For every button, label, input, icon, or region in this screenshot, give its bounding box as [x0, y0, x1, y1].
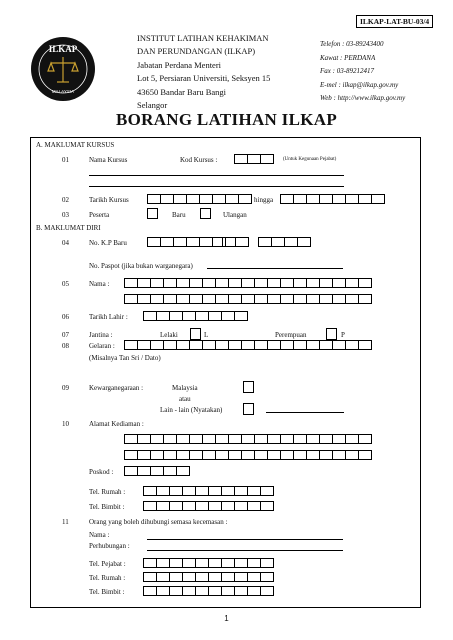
- char-box[interactable]: [345, 194, 359, 204]
- char-box[interactable]: [358, 450, 372, 460]
- perempuan-checkbox[interactable]: [326, 328, 337, 340]
- char-box[interactable]: [234, 586, 248, 596]
- char-box[interactable]: [143, 486, 157, 496]
- nama-label: Nama :: [89, 280, 110, 288]
- char-box[interactable]: [182, 501, 196, 511]
- char-box[interactable]: [332, 340, 346, 350]
- contact-line: Web : http://www.ilkap.gov.my: [320, 94, 406, 102]
- section-b-heading: B. MAKLUMAT DIRI: [36, 224, 101, 232]
- alamat-boxes-1[interactable]: [124, 434, 371, 444]
- char-box[interactable]: [202, 450, 216, 460]
- char-box[interactable]: [195, 558, 209, 568]
- char-box[interactable]: [150, 450, 164, 460]
- char-box[interactable]: [258, 237, 272, 247]
- char-box[interactable]: [241, 294, 255, 304]
- char-box[interactable]: [156, 586, 170, 596]
- baru-label: Baru: [172, 211, 186, 219]
- char-box[interactable]: [189, 278, 203, 288]
- char-box[interactable]: [208, 572, 222, 582]
- perhubungan-label: Perhubungan :: [89, 542, 130, 550]
- char-box[interactable]: [284, 237, 298, 247]
- perempuan-label: Perempuan: [275, 331, 307, 339]
- char-box[interactable]: [186, 194, 200, 204]
- char-box[interactable]: [156, 501, 170, 511]
- poskod-boxes[interactable]: [124, 466, 189, 476]
- char-box[interactable]: [208, 486, 222, 496]
- tel-rumah-kecemasan-label: Tel. Rumah :: [89, 574, 126, 582]
- nama-boxes-2[interactable]: [124, 294, 371, 304]
- lelaki-label: Lelaki: [160, 331, 178, 339]
- char-box[interactable]: [156, 486, 170, 496]
- contact-line: Kawat : PERDANA: [320, 53, 376, 62]
- contact-info: [320, 38, 405, 106]
- char-box[interactable]: [222, 237, 236, 247]
- char-box[interactable]: [254, 434, 268, 444]
- char-box[interactable]: [332, 450, 346, 460]
- char-box[interactable]: [358, 278, 372, 288]
- item-number: 05: [62, 280, 69, 288]
- kod-kursus-boxes[interactable]: [234, 154, 273, 164]
- section-a-heading: A. MAKLUMAT KURSUS: [36, 141, 115, 149]
- tel-rumah-label: Tel. Rumah :: [89, 488, 126, 496]
- char-box[interactable]: [267, 278, 281, 288]
- char-box[interactable]: [267, 434, 281, 444]
- char-box[interactable]: [306, 294, 320, 304]
- char-box[interactable]: [208, 501, 222, 511]
- char-box[interactable]: [221, 486, 235, 496]
- kod-note: (Untuk Kegunaan Pejabat): [283, 157, 337, 162]
- gelaran-example: (Misalnya Tan Sri / Dato): [89, 354, 161, 362]
- char-box[interactable]: [169, 486, 183, 496]
- nama-kursus-line-1[interactable]: [89, 175, 344, 176]
- char-box[interactable]: [176, 340, 190, 350]
- char-box[interactable]: [143, 558, 157, 568]
- char-box[interactable]: [215, 294, 229, 304]
- char-box[interactable]: [280, 340, 294, 350]
- kp-boxes-1[interactable]: [147, 237, 225, 247]
- char-box[interactable]: [234, 572, 248, 582]
- char-box[interactable]: [293, 294, 307, 304]
- tarikh-kursus-label: Tarikh Kursus: [89, 196, 129, 204]
- char-box[interactable]: [143, 586, 157, 596]
- char-box[interactable]: [163, 340, 177, 350]
- char-box[interactable]: [260, 558, 274, 568]
- jantina-label: Jantina :: [89, 331, 113, 339]
- char-box[interactable]: [202, 294, 216, 304]
- char-box[interactable]: [293, 434, 307, 444]
- item-number: 07: [62, 331, 69, 339]
- institution-line: DAN PERUNDANGAN (ILKAP): [137, 46, 256, 57]
- char-box[interactable]: [195, 572, 209, 582]
- char-box[interactable]: [189, 450, 203, 460]
- institution-line: 43650 Bandar Baru Bangi: [137, 86, 226, 97]
- peserta-label: Peserta: [89, 211, 110, 219]
- char-box[interactable]: [189, 434, 203, 444]
- form-code: ILKAP-LAT-BU-03/4: [356, 15, 433, 28]
- char-box[interactable]: [150, 434, 164, 444]
- char-box[interactable]: [176, 466, 190, 476]
- char-box[interactable]: [247, 501, 261, 511]
- char-box[interactable]: [260, 572, 274, 582]
- char-box[interactable]: [306, 278, 320, 288]
- char-box[interactable]: [234, 501, 248, 511]
- char-box[interactable]: [247, 486, 261, 496]
- tel-bimbit-boxes[interactable]: [143, 501, 273, 511]
- char-box[interactable]: [169, 501, 183, 511]
- char-box[interactable]: [254, 340, 268, 350]
- lelaki-code: L: [204, 331, 209, 339]
- char-box[interactable]: [228, 434, 242, 444]
- char-box[interactable]: [319, 278, 333, 288]
- char-box[interactable]: [371, 194, 385, 204]
- char-box[interactable]: [143, 572, 157, 582]
- char-box[interactable]: [147, 237, 161, 247]
- kewarganegaraan-label: Kewarganegaraan :: [89, 384, 144, 392]
- char-box[interactable]: [332, 434, 346, 444]
- char-box[interactable]: [143, 501, 157, 511]
- char-box[interactable]: [234, 558, 248, 568]
- tel-bimbit-label: Tel. Bimbit :: [89, 503, 125, 511]
- char-box[interactable]: [150, 278, 164, 288]
- char-box[interactable]: [189, 340, 203, 350]
- char-box[interactable]: [215, 450, 229, 460]
- contact-line: Fax : 03-89212417: [320, 67, 375, 75]
- char-box[interactable]: [163, 450, 177, 460]
- char-box[interactable]: [241, 278, 255, 288]
- char-box[interactable]: [173, 237, 187, 247]
- char-box[interactable]: [234, 154, 248, 164]
- kp-boxes-2[interactable]: [222, 237, 248, 247]
- poskod-label: Poskod :: [89, 468, 114, 476]
- lain-lain-label: Lain - lain (Nyatakan): [160, 406, 223, 414]
- char-box[interactable]: [358, 340, 372, 350]
- char-box[interactable]: [124, 340, 138, 350]
- char-box[interactable]: [247, 558, 261, 568]
- perempuan-code: P: [341, 331, 345, 339]
- tarikh-lahir-boxes[interactable]: [143, 311, 247, 321]
- item-number: 11: [62, 518, 69, 526]
- char-box[interactable]: [254, 294, 268, 304]
- char-box[interactable]: [208, 586, 222, 596]
- malaysia-label: Malaysia: [172, 384, 198, 392]
- char-box[interactable]: [345, 434, 359, 444]
- char-box[interactable]: [267, 340, 281, 350]
- char-box[interactable]: [156, 311, 170, 321]
- lain-lain-checkbox[interactable]: [243, 403, 254, 415]
- char-box[interactable]: [306, 434, 320, 444]
- logo-ring-text: MALAYSIA: [51, 89, 75, 94]
- nama-kecemasan-label: Nama :: [89, 531, 110, 539]
- char-box[interactable]: [182, 572, 196, 582]
- char-box[interactable]: [297, 237, 311, 247]
- tel-bimbit-kecemasan-label: Tel. Bimbit :: [89, 588, 125, 596]
- tel-rumah-boxes[interactable]: [143, 486, 273, 496]
- char-box[interactable]: [319, 434, 333, 444]
- item-number: 02: [62, 196, 69, 204]
- contact-line: Telefon : 03-89243400: [320, 40, 384, 48]
- char-box[interactable]: [345, 278, 359, 288]
- char-box[interactable]: [176, 450, 190, 460]
- tel-bimbit-kecemasan-boxes[interactable]: [143, 586, 273, 596]
- paspot-label: No. Paspot (jika bukan warganegara): [89, 262, 193, 270]
- form-title: BORANG LATIHAN ILKAP: [115, 110, 338, 129]
- char-box[interactable]: [163, 466, 177, 476]
- char-box[interactable]: [225, 194, 239, 204]
- char-box[interactable]: [280, 194, 294, 204]
- char-box[interactable]: [306, 450, 320, 460]
- char-box[interactable]: [358, 294, 372, 304]
- char-box[interactable]: [182, 558, 196, 568]
- char-box[interactable]: [169, 558, 183, 568]
- tel-pejabat-boxes[interactable]: [143, 558, 273, 568]
- institution-line: Jabatan Perdana Menteri: [137, 59, 222, 70]
- char-box[interactable]: [150, 466, 164, 476]
- tarikh-mula-boxes[interactable]: [147, 194, 251, 204]
- char-box[interactable]: [345, 450, 359, 460]
- institution-line: Lot 5, Persiaran Universiti, Seksyen 15: [137, 73, 271, 84]
- item-number: 10: [62, 420, 69, 428]
- malaysia-checkbox[interactable]: [243, 381, 254, 393]
- char-box[interactable]: [163, 278, 177, 288]
- tel-pejabat-label: Tel. Pejabat :: [89, 560, 126, 568]
- char-box[interactable]: [137, 340, 151, 350]
- char-box[interactable]: [169, 311, 183, 321]
- nama-kecemasan-line[interactable]: [147, 539, 343, 540]
- char-box[interactable]: [147, 194, 161, 204]
- char-box[interactable]: [169, 572, 183, 582]
- alamat-boxes-2[interactable]: [124, 450, 371, 460]
- char-box[interactable]: [182, 586, 196, 596]
- char-box[interactable]: [221, 311, 235, 321]
- char-box[interactable]: [293, 450, 307, 460]
- char-box[interactable]: [124, 466, 138, 476]
- gelaran-label: Gelaran :: [89, 342, 115, 350]
- char-box[interactable]: [176, 294, 190, 304]
- char-box[interactable]: [176, 434, 190, 444]
- char-box[interactable]: [208, 558, 222, 568]
- char-box[interactable]: [247, 154, 261, 164]
- char-box[interactable]: [195, 586, 209, 596]
- item-number: 04: [62, 239, 69, 247]
- atau-label: atau: [179, 395, 191, 403]
- char-box[interactable]: [163, 294, 177, 304]
- lelaki-checkbox[interactable]: [190, 328, 201, 340]
- ulangan-label: Ulangan: [223, 211, 247, 219]
- char-box[interactable]: [241, 450, 255, 460]
- char-box[interactable]: [319, 294, 333, 304]
- char-box[interactable]: [215, 340, 229, 350]
- char-box[interactable]: [228, 450, 242, 460]
- institution-line: Selangor: [137, 100, 168, 111]
- char-box[interactable]: [241, 340, 255, 350]
- tarikh-lahir-label: Tarikh Lahir :: [89, 313, 128, 321]
- item-number: 09: [62, 384, 69, 392]
- char-box[interactable]: [143, 311, 157, 321]
- char-box[interactable]: [280, 434, 294, 444]
- char-box[interactable]: [280, 294, 294, 304]
- char-box[interactable]: [260, 154, 274, 164]
- char-box[interactable]: [260, 486, 274, 496]
- char-box[interactable]: [254, 278, 268, 288]
- char-box[interactable]: [260, 501, 274, 511]
- char-box[interactable]: [247, 572, 261, 582]
- paspot-line[interactable]: [207, 268, 343, 269]
- char-box[interactable]: [319, 450, 333, 460]
- institution-address: [137, 32, 270, 112]
- perhubungan-line[interactable]: [147, 550, 343, 551]
- char-box[interactable]: [306, 194, 320, 204]
- char-box[interactable]: [124, 294, 138, 304]
- char-box[interactable]: [358, 194, 372, 204]
- nama-kursus-label: Nama Kursus: [89, 156, 128, 164]
- char-box[interactable]: [345, 340, 359, 350]
- char-box[interactable]: [182, 486, 196, 496]
- contact-line: E-mel : ilkap@ilkap.gov.my: [320, 80, 399, 89]
- peserta-baru-checkbox[interactable]: [147, 208, 158, 219]
- char-box[interactable]: [228, 294, 242, 304]
- page-number: 1: [224, 614, 229, 623]
- char-box[interactable]: [212, 194, 226, 204]
- char-box[interactable]: [215, 278, 229, 288]
- char-box[interactable]: [156, 558, 170, 568]
- item-number: 06: [62, 313, 69, 321]
- nama-boxes-1[interactable]: [124, 278, 371, 288]
- char-box[interactable]: [199, 237, 213, 247]
- kecemasan-label: Orang yang boleh dihubungi semasa kecemasan :: [89, 518, 228, 526]
- char-box[interactable]: [241, 434, 255, 444]
- char-box[interactable]: [254, 450, 268, 460]
- logo-text: ILKAP: [48, 44, 78, 54]
- char-box[interactable]: [137, 294, 151, 304]
- peserta-ulangan-checkbox[interactable]: [200, 208, 211, 219]
- char-box[interactable]: [124, 450, 138, 460]
- char-box[interactable]: [150, 340, 164, 350]
- char-box[interactable]: [199, 194, 213, 204]
- char-box[interactable]: [195, 311, 209, 321]
- char-box[interactable]: [267, 294, 281, 304]
- tarikh-akhir-boxes[interactable]: [280, 194, 384, 204]
- char-box[interactable]: [176, 278, 190, 288]
- char-box[interactable]: [182, 311, 196, 321]
- char-box[interactable]: [137, 278, 151, 288]
- char-box[interactable]: [137, 466, 151, 476]
- char-box[interactable]: [156, 572, 170, 582]
- char-box[interactable]: [332, 278, 346, 288]
- char-box[interactable]: [208, 311, 222, 321]
- char-box[interactable]: [332, 294, 346, 304]
- gelaran-boxes[interactable]: [124, 340, 371, 350]
- char-box[interactable]: [358, 434, 372, 444]
- char-box[interactable]: [160, 237, 174, 247]
- item-number: 03: [62, 211, 69, 219]
- item-number: 01: [62, 156, 69, 164]
- lain-lain-line[interactable]: [266, 412, 344, 413]
- char-box[interactable]: [234, 311, 248, 321]
- tel-rumah-kecemasan-boxes[interactable]: [143, 572, 273, 582]
- char-box[interactable]: [137, 450, 151, 460]
- ilkap-logo: [30, 36, 96, 102]
- char-box[interactable]: [293, 340, 307, 350]
- institution-line: INSTITUT LATIHAN KEHAKIMAN: [137, 33, 269, 43]
- char-box[interactable]: [215, 434, 229, 444]
- char-box[interactable]: [163, 434, 177, 444]
- char-box[interactable]: [202, 278, 216, 288]
- char-box[interactable]: [280, 450, 294, 460]
- char-box[interactable]: [228, 278, 242, 288]
- char-box[interactable]: [234, 486, 248, 496]
- char-box[interactable]: [293, 278, 307, 288]
- alamat-label: Alamat Kediaman :: [89, 420, 144, 428]
- char-box[interactable]: [345, 294, 359, 304]
- char-box[interactable]: [124, 434, 138, 444]
- char-box[interactable]: [137, 434, 151, 444]
- kp-label: No. K.P Baru: [89, 239, 127, 247]
- char-box[interactable]: [293, 194, 307, 204]
- char-box[interactable]: [228, 340, 242, 350]
- char-box[interactable]: [247, 586, 261, 596]
- char-box[interactable]: [195, 486, 209, 496]
- char-box[interactable]: [186, 237, 200, 247]
- char-box[interactable]: [238, 194, 252, 204]
- char-box[interactable]: [267, 450, 281, 460]
- nama-kursus-line-2[interactable]: [89, 186, 344, 187]
- char-box[interactable]: [332, 194, 346, 204]
- char-box[interactable]: [221, 586, 235, 596]
- char-box[interactable]: [150, 294, 164, 304]
- char-box[interactable]: [319, 340, 333, 350]
- char-box[interactable]: [221, 572, 235, 582]
- char-box[interactable]: [271, 237, 285, 247]
- char-box[interactable]: [221, 501, 235, 511]
- kod-kursus-label: Kod Kursus :: [180, 156, 218, 164]
- hingga-label: hingga: [254, 196, 274, 204]
- char-box[interactable]: [160, 194, 174, 204]
- char-box[interactable]: [306, 340, 320, 350]
- char-box[interactable]: [280, 278, 294, 288]
- char-box[interactable]: [319, 194, 333, 204]
- char-box[interactable]: [173, 194, 187, 204]
- char-box[interactable]: [124, 278, 138, 288]
- char-box[interactable]: [202, 340, 216, 350]
- char-box[interactable]: [235, 237, 249, 247]
- item-number: 08: [62, 342, 69, 350]
- char-box[interactable]: [221, 558, 235, 568]
- char-box[interactable]: [202, 434, 216, 444]
- char-box[interactable]: [169, 586, 183, 596]
- char-box[interactable]: [195, 501, 209, 511]
- char-box[interactable]: [260, 586, 274, 596]
- kp-boxes-3[interactable]: [258, 237, 310, 247]
- char-box[interactable]: [189, 294, 203, 304]
